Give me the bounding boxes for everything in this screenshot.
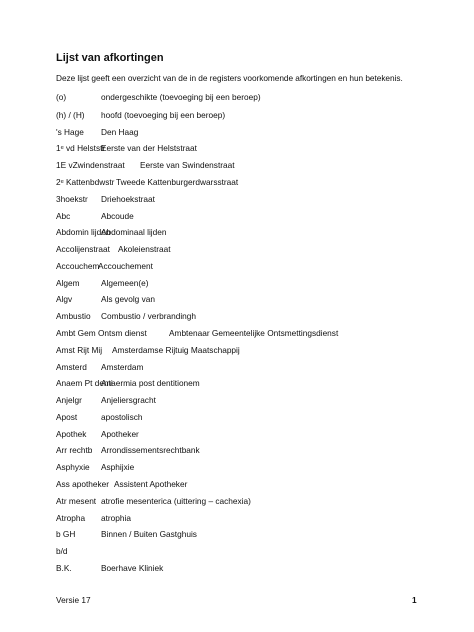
document-title: Lijst van afkortingen — [56, 52, 164, 64]
meaning: Anaermia post dentitionem — [101, 378, 200, 388]
abbreviation: Apost — [56, 412, 78, 422]
meaning: Binnen / Buiten Gastghuis — [101, 529, 197, 539]
abbreviation: Anaem Pt denti — [56, 378, 113, 388]
abbreviation: 3hoekstr — [56, 194, 88, 204]
meaning: atrofie mesenterica (uittering – cachexia) — [101, 496, 251, 506]
meaning: Abdominaal lijden — [101, 227, 167, 237]
abbreviation: Accolijenstraat — [56, 244, 110, 254]
abbreviation: (o) — [56, 92, 67, 102]
meaning: Combustio / verbrandingh — [101, 311, 197, 321]
abbreviation: Amsterd — [56, 362, 87, 372]
page-number: 1 — [412, 595, 417, 605]
abbreviation: Algem — [56, 278, 80, 288]
meaning: Apotheker — [101, 429, 139, 439]
meaning: Anjeliersgracht — [101, 395, 156, 405]
meaning: Eerste van der Helststraat — [101, 143, 197, 153]
intro-text: Deze lijst geeft een overzicht van de in de registers voorkomende afkortingen en hun betekenis. — [56, 73, 403, 83]
meaning: Arrondissementsrechtbank — [101, 445, 200, 455]
meaning: Den Haag — [101, 127, 139, 137]
meaning: Asphijxie — [101, 462, 135, 472]
abbreviation: 's Hage — [56, 127, 84, 137]
footer-version: Versie 17 — [56, 595, 91, 605]
meaning: Akoleienstraat — [118, 244, 171, 254]
abbreviation: Ass apotheker — [56, 479, 110, 489]
meaning: Accouchement — [98, 261, 153, 271]
abbreviation: Algv — [56, 294, 73, 304]
meaning: Tweede Kattenburgerdwarsstraat — [116, 177, 239, 187]
abbreviation: Apothek — [56, 429, 87, 439]
abbreviation: Amst Rijt Mij — [56, 345, 103, 355]
abbreviation: Arr rechtb — [56, 445, 93, 455]
abbreviation: b/d — [56, 546, 68, 556]
meaning: Amsterdamse Rijtuig Maatschappij — [112, 345, 240, 355]
abbreviation: Abc — [56, 211, 71, 221]
abbreviation: Anjelgr — [56, 395, 82, 405]
abbreviation: Ambustio — [56, 311, 91, 321]
meaning: Assistent Apotheker — [114, 479, 188, 489]
abbreviation: 1E vZwindenstraat — [56, 160, 125, 170]
abbreviation: b GH — [56, 529, 76, 539]
meaning: Abcoude — [101, 211, 134, 221]
abbreviation: Atropha — [56, 513, 86, 523]
abbreviation: B.K. — [56, 563, 72, 573]
meaning: Ambtenaar Gemeentelijke Ontsmettingsdienst — [169, 328, 339, 338]
abbreviation: Abdomin lijden — [56, 227, 111, 237]
meaning: apostolisch — [101, 412, 143, 422]
abbreviation: Asphyxie — [56, 462, 90, 472]
abbreviation: Atr mesent — [56, 496, 97, 506]
meaning: hoofd (toevoeging bij een beroep) — [101, 110, 226, 120]
abbreviation: 2ᵉ Kattenbdwstr — [56, 177, 115, 187]
meaning: Boerhave Kliniek — [101, 563, 164, 573]
abbreviation: (h) / (H) — [56, 110, 85, 120]
abbreviation: 1ᵉ vd Helststr — [56, 143, 106, 153]
abbreviation: Ambt Gem Ontsm dienst — [56, 328, 147, 338]
abbreviation: Accouchem — [56, 261, 100, 271]
meaning: Amsterdam — [101, 362, 144, 372]
meaning: Driehoekstraat — [101, 194, 155, 204]
meaning: Algemeen(e) — [101, 278, 149, 288]
meaning: ondergeschikte (toevoeging bij een beroep) — [101, 92, 261, 102]
meaning: Als gevolg van — [101, 294, 155, 304]
meaning: Eerste van Swindenstraat — [140, 160, 235, 170]
meaning: atrophia — [101, 513, 131, 523]
